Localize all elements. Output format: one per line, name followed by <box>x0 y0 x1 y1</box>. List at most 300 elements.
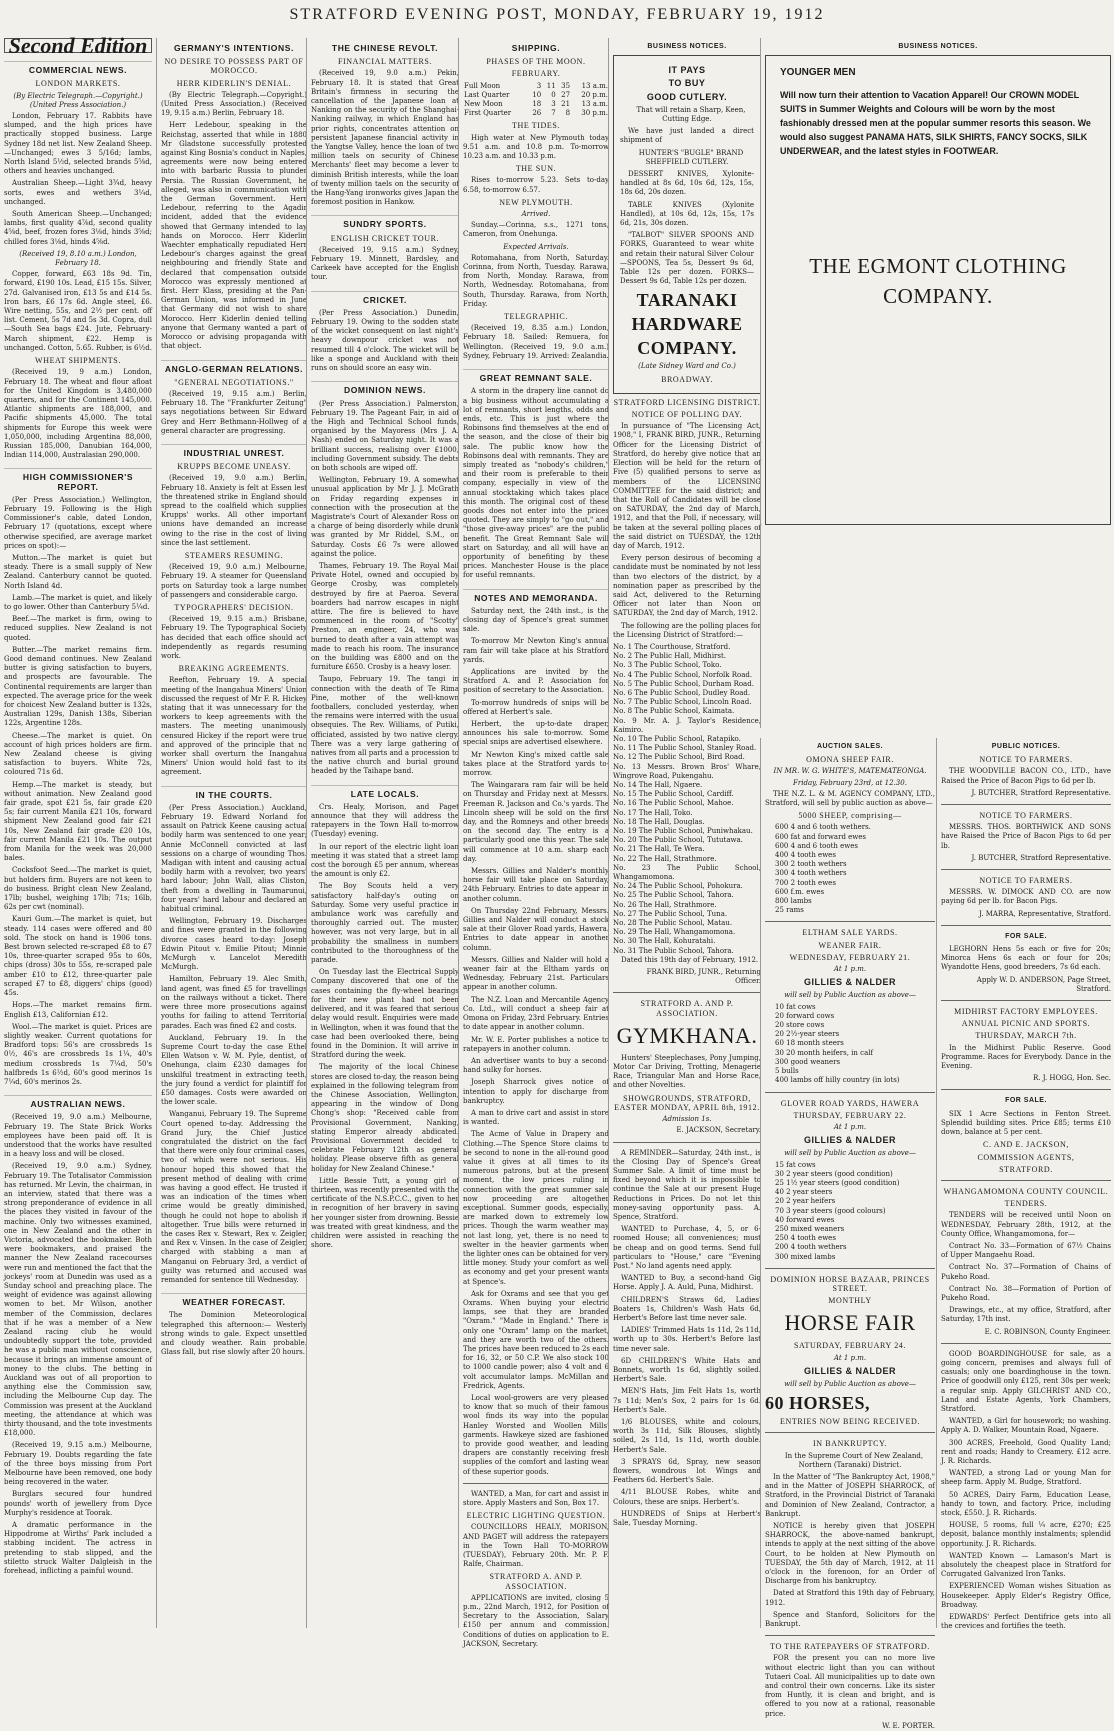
list-item: 200 4 tooth wethers <box>775 1243 847 1252</box>
ad-text: That will retain a Sharp, Keen, Cutting Edge. <box>636 105 746 124</box>
divider <box>463 1483 609 1484</box>
list-item: No. 18 The Hall, Douglas. <box>613 817 705 826</box>
moon-table <box>463 82 609 119</box>
signature: R. J. HOGG, Hon. Sec. <box>1032 1074 1111 1083</box>
new-plymouth-subheading: NEW PLYMOUTH. <box>499 197 573 207</box>
bazaar-heading: DOMINION HORSE BAZAAR, PRINCES STREET. <box>770 1274 930 1293</box>
list-item: 25 rams <box>775 906 804 915</box>
list-item: No. 25 The Public School, Tahora. <box>613 891 734 900</box>
article-text: Thames, February 19. The Royal Mail Private Hotel, owned and occupied by George Crosby, was completely destroyed by fire at Paeroa. Several boarders had narrow escapes in night attire. The fire is believed to have commenced in the room of "Scotty" Preston, an engineer, 24, who was burned to death after a vain attempt was made to reach his room. The insurance on the building was £800 and on the furniture £650. Crosby is a heavy loser. <box>311 561 459 672</box>
classified-ad: EXPERIENCED Woman wishes Situation as Housekeeper. Apply Elder's Registry Office, Broadway. <box>941 1582 1111 1609</box>
list-item: 600 fat and forward ewes <box>775 832 867 841</box>
article-text: The Acme of Value in Drapery and Clothing.—The Spence Store claims to be second to none in the all-round good value it gives at all times to its numerous patrons, but at the present moment, the low prices ruling in connection with the great summer sale now proceeding are altogether exceptional. Summer goods, especially, are marked down to extremely low prices. Though the warm weather may not last long, yet, there is no need to swelter in the heavier garments when the lighter ones can be obtained for very little money. Study your comfort as well as economy and get your present wants at Spence's. <box>463 1130 609 1286</box>
ad-text: TENDERS will be received until Noon on WEDNESDAY, February 28th, 1912, at the County Office, Whangamomona, for— <box>941 1211 1111 1238</box>
list-item: 300 mixed lambs <box>775 1252 836 1261</box>
column-5 <box>608 38 761 1628</box>
divider <box>765 1092 935 1093</box>
masthead: STRATFORD EVENING POST, MONDAY, FEBRUARY 19, 1912 <box>289 6 825 23</box>
ad-text: Contract No. 33—Formation of 67½ Chains of Upper Mangaehu Road. <box>941 1241 1111 1260</box>
list-item: 25 1½ year steers (good condition) <box>775 1178 900 1187</box>
list-item: No. 4 The Public School, Norfolk Road. <box>613 670 753 679</box>
signature: J. BUTCHER, Stratford Representative. <box>971 788 1111 797</box>
list-item: No. 16 The Public School, Mahoe. <box>613 799 734 808</box>
ad-spacer <box>780 314 1096 514</box>
cutlery-ad-title: IT PAYS <box>668 65 706 76</box>
list-item: 30 2 year steers (good condition) <box>775 1169 893 1178</box>
article-text: Burglars secured four hundred pounds' worth of jewellery from Dyce Murphy's residence at Toorak. <box>4 1490 152 1517</box>
classified-ad: MEN'S Hats, Jim Felt Hats 1s, worth 7s 11d; Men's Sox, 2 pairs for 1s 6d. Herbert's Sale. <box>613 1387 761 1414</box>
polling-subheading: NOTICE OF POLLING DAY. <box>631 410 743 420</box>
glover-heading: GLOVER ROAD YARDS, HAWERA <box>780 1098 920 1108</box>
list-item: No. 11 The Public School, Stanley Road. <box>613 744 757 753</box>
article-text: Hamilton, February 19. Alec Smith, land agent, was fined £5 for travellings on the railways without a ticket. There were three more prosecutions against youths for failing to attend Territorial parades. Each was fined £2 and costs. <box>161 975 307 1030</box>
article-text: (Received 19, 9 a.m.) London, February 18. The wheat and flour afloat for the United Kingdom is 3,480,000 quarters, and for the Continent 145,000. Atlantic shipments are 188,000, and Pacific shipments 45,000. The total shipments for Europe this week were 1,050,000, including Argentina 88,000, Russian 185,000, Danubian 164,000, Indian 114,000, Australasian 290,000. <box>4 368 152 460</box>
columns <box>4 33 1111 1730</box>
divider <box>613 1142 761 1143</box>
divider <box>941 1000 1111 1001</box>
article-text: (Per Press Association.) Auckland, February 19. Edward Norland for assault on Patrick Keene causing actual bodily harm was sentenced to one year; Annie McConnell convicted at last sessions on a charge of wounding Thos. Madigan with intent and causing actual bodily harm with a revolver, two years' hard labour; John Wall, alias Cliston, theft from a dwelling in Taumarunui, four years' hard labour and declared an habitual criminal. <box>161 803 307 914</box>
list-item: No. 29 The Hall, Whangamomona. <box>613 928 736 937</box>
article-text: (Received 19, 8.35 a.m.) London, February 18. Sailed: Remuera, for Wellington. (Received 19, 9.0 a.m.) Sydney, February 19. Arrived: Zealandia. <box>463 324 609 360</box>
ad-text: We have just landed a direct shipment of <box>620 127 754 145</box>
list-item: No. 26 The Hall, Strathmore. <box>613 900 717 909</box>
column-4 <box>458 38 609 1648</box>
edition-title: Second Edition <box>4 38 152 53</box>
article-text: To-morrow Mr Newton King's annual ram fair will take place at his Stratford yards. <box>463 637 609 664</box>
article-text: FOR the present you can no more live without electric light than you can without Tutaeri Coal. All municipalities up to date own and control their own concerns. Like its sister from Huntly, it is clean and bright, and is offered to you now at a rational, reasonable price. <box>765 1654 935 1718</box>
classified-ad: WANTED, a Man, for cart and assist in store. Apply Masters and Son, Box 17. <box>463 1489 609 1508</box>
weaner-heading: WEANER FAIR. <box>818 940 882 950</box>
article-text: (Per Press Association.) Wellington, February 19. Following is the High Commissioner's cable, dated London, February 17 (quotations, except where otherwise specified, are average market prices on spot):— <box>4 495 152 550</box>
article-text: Mr. W. E. Porter publishes a notice to ratepayers in another column. <box>463 1035 609 1053</box>
article-text: Messrs. Gillies and Nalder's monthly horse fair will take place on Saturday, 24th February. Entries to date appear in another column. <box>463 867 609 903</box>
ad-text: Contract No. 37—Formation of Chains of Pukeho Road. <box>941 1263 1111 1281</box>
egmont-title: THE EGMONT CLOTHING <box>809 254 1067 279</box>
notes-heading: NOTES AND MEMORANDA. <box>463 589 609 603</box>
list-item: 20 forward cows <box>775 1011 835 1020</box>
australian-news-heading: AUSTRALIAN NEWS. <box>4 1095 152 1109</box>
breaking-subheading: BREAKING AGREEMENTS. <box>178 664 290 674</box>
ad-text: THE WOODVILLE BACON CO., LTD., have Raised the Price of Bacon Pigs to 6d per lb. <box>941 767 1111 785</box>
sheep-list <box>765 823 935 915</box>
remnant-heading: GREAT REMNANT SALE. <box>463 369 609 383</box>
list-item: No. 21 The Hall, Te Wera. <box>613 845 705 854</box>
article-text: Dated this 19th day of February, 1912. <box>621 955 759 964</box>
list-item: No. 2 The Public Hall, Midhirst. <box>613 652 727 661</box>
bankruptcy-heading: IN BANKRUPTCY. <box>812 1439 888 1449</box>
classified-ad: WANTED Known — Lamason's Mart is absolutely the cheapest place in Stratford for Corrugated Galvanized Iron Tanks. <box>941 1551 1111 1579</box>
ad-text: In the Midhirst Public Reserve. Good Programme. Races for Everybody. Dance in the Evening. <box>941 1043 1111 1071</box>
commercial-news-heading: COMMERCIAL NEWS. <box>4 61 152 75</box>
younger-men-text: Will now turn their attention to Vacation Apparel! Our CROWN MODEL SUITS in Summer Weights and Colours will be worn by the most fashionably dressed men at the popular summer resorts this season. We would also suggest PANAMA HATS, SILK SHIRTS, FANCY SOCKS, SILK UNDERWEAR, and the latest styles in FOOTWEAR. <box>780 90 1091 157</box>
farmers-heading: NOTICE TO FARMERS. <box>979 876 1073 886</box>
article-text: Herbert, the up-to-date draper, announces his sale to-morrow. Some special snips are advertised elsewhere. <box>463 720 609 747</box>
egmont-ad <box>765 55 1111 525</box>
classified-ad: 50 ACRES, Dairy Farm, Education Lease, handy to town, and factory. Price, including stock, £550. J. R. Richards. <box>941 1490 1111 1517</box>
classified-ad: HOUSE, 5 rooms, full ¼ acre, £270; £25 deposit, balance monthly instalments; splendid opportunity. J. R. Richards. <box>941 1521 1111 1548</box>
signature: J. MARRA, Representative, Stratford. <box>979 909 1111 918</box>
list-item: 800 lambs <box>775 897 812 906</box>
ad-text: MESSRS. W. DIMOCK AND CO. are now paying 6d per lb. for Bacon Pigs. <box>941 888 1111 906</box>
ad-spacer <box>780 158 1096 248</box>
signature: Apply W. D. ANDERSON, Page Street, Stratford. <box>976 975 1111 993</box>
article-text: Rises to-morrow 5.23. Sets to-day 6.58, to-morrow 6.57. <box>463 176 609 194</box>
article-text: The majority of the local Chinese stores are closed to-day, the reason being explained in the following telegram from the Chinese Association, Wellington, appearing in the window of Dong Chong's shop: "Received cable from Provisional Government, Nanking, stating Emperor already abdicated. Provisional Government decided to celebrate February 12th as general holiday. Please observe fifth as general holiday for New Zealand Chinese." <box>311 1063 459 1173</box>
article-text: On Thursday 22nd February, Messrs. Gillies and Nalder will conduct a stock sale at their Glover Road yards, Hawera. Entries to date appear in another column. <box>463 906 609 952</box>
article-text: On Tuesday last the Electrical Supply Company discovered that one of the cases containing the fly-wheel bearings for their new plant had not been delivered, and it was feared that serious delay would result. Enquiries were made in Wellington, when it was found that the case had been overlooked there, being found in the Dominion. It will arrive in Stratford during the week. <box>311 968 459 1060</box>
table-row: First Quarter 26 7 8 30 p.m. <box>464 109 608 118</box>
ad-text: THE N.Z. L. & M. AGENCY COMPANY, LTD., Stratford, will sell by public auction as above— <box>765 789 935 808</box>
list-item: No. 12 The Public School, Bird Road. <box>613 753 745 762</box>
telegraphic-subheading: TELEGRAPHIC. <box>504 312 568 322</box>
glover-date: THURSDAY, FEBRUARY 22. <box>793 1110 907 1120</box>
article-text: A storm in the drapery line cannot do a big business without accumulating a lot of remnants, short lengths, odds and ends, etc. This is just where the Robinsons find themselves at the end of the season, and the close of their big sale. The public know how the Robinsons deal with remnants. They are simply treated as "nobody's children," and their room is preferable to their company, especially in view of the annual stocktaking which takes place this month. The original cost of these goods does not enter into the prices quoted. They are simply to "go out," and "those give-away prices" are the public benefit. The Great Remnant Sale will start on Saturday, and all will have an opportunity of benefiting by these prices. Manchester House is the place for useful remnants. <box>463 387 609 580</box>
table-row: New Moon 18 3 21 13 a.m. <box>464 100 608 109</box>
article-text: Auckland, February 19. In the Supreme Court to-day the case Ethel Ellen Watson v. W. M. Pyle, dentist, of Onehunga, claim £230 damages for unskilful treatment in extracting teeth, the jury found a verdict for plaintiff for £50 damages. Costs were awarded on the lower scale. <box>161 1033 307 1107</box>
article-text: Every person desirous of becoming a candidate must be nominated by not less than two electors of the district, by a nomination paper as prescribed by the said Act, delivered to the Returning Officer not later than Noon on SATURDAY, the 2nd day of March, 1912. <box>613 554 761 618</box>
gillies-nalder: GILLIES & NALDER <box>803 1135 896 1146</box>
omona-location: IN MR. W. G. WHITE'S, MATEMATEONGA. <box>773 767 927 776</box>
article-text: A man to drive cart and assist in store is wanted. <box>463 1108 609 1127</box>
divider <box>941 804 1111 805</box>
classified-ad: 1/6 BLOUSES, white and colours, worth 3s 11d, Silk Blouses, slightly soiled, 2s 11d, 1s 11d, worth double. Herbert's Sale. <box>613 1417 761 1454</box>
cricket-tour-subheading: ENGLISH CRICKET TOUR. <box>330 233 440 243</box>
signature: E. JACKSON, Secretary. <box>676 1126 761 1135</box>
list-item: 20 2 year heifers <box>775 1197 836 1206</box>
article-text: (Received 19, 9.0 a.m.) Pekin, February 18. It is stated that Great Britain's firmness in securing the cancellation of the Japanese loan at Nanking on the security of the Shanghai-Nanking railway, in which England has prior rights, concentrates attention on persistent Japanese financial activity in the Yangtse Valley, hence the loan of two million taels on security of Chinese Merchants' fleet may become a lever to diminish British interests, while the loan of twenty million taels on the security of the Hang-Yang ironworks gives Japan the foremost position in Hankow. <box>311 69 459 207</box>
list-item: 10 fat cows <box>775 1002 816 1011</box>
ad-text: "TALBOT" SILVER SPOONS AND FORKS, Guaranteed to wear white and retain their natural Silver Colour—SPOONS, Tea 5s, Dessert 9s 6d, Table 12s per dozen. FORKS—Dessert 9s 6d, Table 12s per dozen. <box>620 231 754 286</box>
article-text: Lamb.—The market is quiet, and likely to go lower. Other than Canterbury 5¼d. <box>4 593 152 611</box>
list-item: 600 4 and 6 tooth wethers. <box>775 823 871 832</box>
list-item: No. 3 The Public School, Toko. <box>613 661 722 670</box>
sun-subheading: THE SUN. <box>515 164 557 174</box>
article-text: Copper, forward, £63 18s 9d. Tin, forward, £190 10s. Lead, £15 15s. Silver, 27d. Galvanised iron, £13 5s and £14 5s. Iron bars, £6 17s 6d. Angle steel, £6. Wire netting, 55s, and 2½ per cent. off list. Cement, 5s 7d and 5s 3d. Copra, dull—South Sea bags £24. Jute, February-March shipment, £22. Hemp is unchanged. Cotton, 5.65. Rubber, is 6½d. <box>4 270 152 352</box>
article-text: Ask for Oxrams and see that you get Oxrams. When buying your electric lamps, see that they are branded "Oxram." "Made in England." There is only one "Oxram" lamp on the market, and they are worth two of the others. The prices have been reduced to 2s each for 16, 32, or 50 C.P. We also stock 100 to 1000 candle power; also 4 volt and 6 volt accumulator lamps. McMillan and Fredrick, Agents. <box>463 1289 609 1390</box>
list-item: 60 18 month steers <box>775 1039 844 1048</box>
sundry-heading: SUNDRY SPORTS. <box>311 215 459 229</box>
signature: Spence and Stanford, Solicitors for the Bankrupt. <box>765 1610 935 1629</box>
article-text: Dated at Stratford this 19th day of February, 1912. <box>765 1589 935 1607</box>
article-text: (Received 19, 9.15 a.m.) Sydney, February 19. Minnett, Bardsley, and Carkeek have accepted for the English tour. <box>311 245 459 282</box>
article-text: Wellington, February 19. A somewhat unusual application by Mr J. J. McGrath on Friday regarding expenses in connection with the prosecution at the Magistrate's Court of Alexander Ross on a charge of being disorderly while drunk was granted by Mr Riddel, S.M., on Saturday. Costs £6 7s were allowed against the police. <box>311 476 459 558</box>
list-item: No. 14 The Hall, Ngaere. <box>613 781 703 789</box>
divider <box>941 869 1111 870</box>
classified-ad: 3 SPRAYS 6d, Spray, new season flowers, wondrous lot Wings and Feathers 6d. Herbert's Sale. <box>613 1457 761 1485</box>
signature: J. BUTCHER, Stratford Representative. <box>971 853 1111 862</box>
ad-text: Hunters' Steeplechases, Pony Jumping, Motor Car Driving, Trotting, Menagerie Race, Triangular Man and Horse Race, and other Novelties. <box>613 1053 761 1090</box>
gillies-nalder: GILLIES & NALDER <box>803 977 896 988</box>
steamers-subheading: STEAMERS RESUMING. <box>184 550 284 560</box>
picnic-heading: ANNUAL PICNIC AND SPORTS. <box>961 1019 1091 1029</box>
farmers-heading: NOTICE TO FARMERS. <box>979 811 1073 821</box>
list-item: No. 9 Mr. A. J. Taylor's Residence, Kaimiro. <box>613 716 761 734</box>
article-text: The Dominion Meteorological telegraphed this afternoon:— Westerly strong winds to gale. Expect unsettled and cloudy weather. Rain probable. Glass fall, but rise slowly after 20 hours. <box>161 1311 307 1357</box>
taranaki-address: BROADWAY. <box>661 374 713 384</box>
classified-ad: HUNDREDS of Snips at Herbert's Sale, Tuesday Morning. <box>613 1509 761 1528</box>
omona-heading: OMONA SHEEP FAIR. <box>806 755 894 765</box>
cattle-list <box>765 1003 935 1086</box>
article-text: (Received 19, 9.15 a.m.) Berlin, February 18. The "Frankfurter Zeitung" says negotiations between Sir Edward Grey and Herr Bethmann-Hollweg of a general character are progressing. <box>161 389 307 435</box>
weaner-time: At 1 p.m. <box>833 965 867 974</box>
cattle-list <box>765 1161 935 1262</box>
article-text: The following are the polling places for the Licensing District of Stratford:— <box>613 621 761 639</box>
classified-ad: LADIES' Trimmed Hats 1s 11d, 2s 11d, worth up to 30s. Herbert's Before last time never sale. <box>613 1326 761 1353</box>
gymkhana-title: GYMKHANA. <box>616 1022 758 1048</box>
article-text: Hemp.—The market is steady, but without animation. New Zealand good fair grade, spot £21 5s, fair grade £20 5s; fair current Manila £21 10s, forward shipment New Zealand good fair £21 10s, New Zealand fair grade £20 10s, fair current Manila £21 10s. The output from Manila for the week was 20,000 bales. <box>4 780 152 863</box>
list-item: No. 10 The Public School, Ratapiko. <box>613 734 741 743</box>
signature: W. E. PORTER. <box>882 1721 935 1730</box>
article-text: South American Sheep.—Unchanged; lambs, first quality 4⅞d, second quality 4⅝d, beef, frozen fores 3⅛d, hinds 3⅝d; chilled fores 3⅛d, hinds 4⅝d. <box>4 210 152 246</box>
article-text: Little Bessie Tutt, a young girl of thirteen, was recently presented with the certificate of the N.S.P.C.C., given to her in recognition of her bravery in saving her younger sister from drowning. Bessie was treated with great kindness, and the children were assisted in reaching the shore. <box>311 1176 459 1250</box>
article-text: In the Supreme Court of New Zealand, Northern (Taranaki) District. <box>784 1451 924 1469</box>
list-item: No. 31 The Public School, Tahora. <box>613 946 734 955</box>
dominion-heading: DOMINION NEWS. <box>311 381 459 395</box>
classified-ad: 4/11 BLOUSE Robes, white and Colours, these are snips. Herbert's. <box>613 1488 761 1506</box>
licensing-heading: STRATFORD LICENSING DISTRICT. <box>613 397 761 407</box>
ad-text: TABLE KNIVES (Xylonite Handled), at 10s 6d, 12s, 15s, 17s 6d, 21s, 30s dozen. <box>620 200 754 228</box>
column-2 <box>156 38 307 1628</box>
arrived-label: Arrived. <box>521 210 551 219</box>
gillies-nalder: GILLIES & NALDER <box>803 1365 896 1376</box>
late-locals-heading: LATE LOCALS. <box>311 785 459 799</box>
article-text: Crs. Healy, Morison, and Paget announce that they will address the ratepayers in the Town Hall to-morrow (Tuesday) evening. <box>311 802 459 839</box>
typographers-subheading: TYPOGRAPHERS' DECISION. <box>174 602 294 612</box>
list-item: 40 2 year steers <box>775 1188 833 1197</box>
article-text: Butter.—The market remains firm. Good demand continues. New Zealand butter is giving satisfaction to buyers, and prospects are favourable. The Continental requirements are larger than expected. The average price for the week for choicest New Zealand butter is 132s, Australian 129s, Danish 138s, Siberian 122s, Argentine 128s. <box>4 645 152 728</box>
divider <box>941 1343 1111 1344</box>
london-markets-subheading: LONDON MARKETS. <box>35 79 121 89</box>
list-item: 400 4 tooth ewes <box>775 851 836 860</box>
classified-ad: WANTED, a strong Lad or young Man for sheep farm. Apply M. Budge, Stratford. <box>941 1469 1111 1487</box>
list-item: No. 20 The Public School, Tututawa. <box>613 836 743 845</box>
article-text: In the Matter of "The Bankruptcy Act, 1908," and in the Matter of JOSEPH SHARROCK, of Stratford, in the Provincial District of Taranaki and Dominion of New Zealand, Contractor, a Bankrupt. <box>765 1472 935 1518</box>
classified-ad: WANTED to Buy, a second-hand Gig Horse. Apply J. A. Auld, Puna, Midhirst. <box>613 1274 761 1292</box>
industrial-heading: INDUSTRIAL UNREST. <box>161 444 307 458</box>
list-item: 400 lambs off hilly country (in lots) <box>775 1076 900 1085</box>
list-item: 15 fat cows <box>775 1160 816 1169</box>
list-item: No. 19 The Public School, Puniwhakau. <box>613 827 753 836</box>
list-item: 600 f.m. ewes <box>775 887 825 896</box>
list-item: 300 good weaners <box>775 1057 841 1066</box>
gillies-sub: will sell by Public Auction as above— <box>784 1379 916 1388</box>
public-notices-heading: PUBLIC NOTICES. <box>991 743 1061 750</box>
classified-ad: CHILDREN'S Straws 6d, Ladies' Boaters 1s, Children's Wash Hats 6d, Herbert's Before last time never sale. <box>613 1295 761 1322</box>
article-text: Wellington, February 19. Discharges and fines were granted in the following divorce cases heard to-day: Joseph Edwin Pitout v. Emilie Pitout; Minnie McMurgh v. Lancelot Meredith McMurgh. <box>161 917 307 972</box>
list-item: No. 28 The Public School, Matau. <box>613 919 733 928</box>
article-text: Cheese.—The market is quiet. On account of high prices holders are firm. New Zealand cheese is giving satisfaction to buyers. White 72s, coloured 71s 6d. <box>4 731 152 777</box>
jackson-place: STRATFORD. <box>999 1164 1053 1174</box>
signature: FRANK BIRD, JUNR., Returning Officer. <box>646 968 761 986</box>
article-text: Local wool-growers are very pleased to know that so much of their famous wool finds its way into the popular Hanley Worsted and Woollen Mills' garments. Hawkeye sized are fashioned to provide good weather, and leading drapers are constantly receiving fresh supplies of the comfort and lasting wear of these superior goods. <box>463 1394 609 1476</box>
table-row: Full Moon 3 11 35 13 a.m. <box>464 81 608 90</box>
article-text: (Received 19, 9.15 a.m.) Brisbane, February 19. The Typographical Society has decided that each office should act independently as regards resuming work. <box>161 615 307 660</box>
egmont-title-2: COMPANY. <box>883 284 993 309</box>
glover-time: At 1 p.m. <box>833 1122 867 1131</box>
ad-text: HUNTER'S "BUGLE" BRAND SHEFFIELD CUTLERY. <box>638 148 744 166</box>
article-text: Rotomahana, from North, Saturday. Corinna, from North, Tuesday. Rarawa, from North, Monday. Rarawa, from North, Wednesday. Rotomahana, from South, Thursday. Rarawa, from North, Friday. <box>463 253 609 308</box>
ad-text: MESSRS. THOS. BORTHWICK AND SONS have Raised the Price of Bacon Pigs to 6d per lb. <box>941 823 1111 850</box>
eltham-heading: ELTHAM SALE YARDS. <box>802 928 898 938</box>
farmers-heading: NOTICE TO FARMERS. <box>979 755 1073 765</box>
list-item: 300 4 tooth wethers <box>775 869 847 878</box>
gymkhana-assoc: STRATFORD A. AND P. ASSOCIATION. <box>640 999 734 1018</box>
article-text: Australian Sheep.—Light 3¾d, heavy sorts, ewes and wethers 3¼d, unchanged. <box>4 179 152 206</box>
article-text: (Received 19, 9.0 a.m.) Melbourne, February 19. The State Brick Works employees have been paid off. It is understood that the works have resulted in a heavy loss and will be closed. <box>4 1113 152 1159</box>
high-commissioner-heading: HIGH COMMISSIONER'S REPORT. <box>4 468 152 491</box>
article-text: The Waingarara ram fair will be held on Thursday and Friday next at Messrs. Freeman R. Jackson and Co.'s yards. The Lincoln sheep will be sold on the first day, and the Romneys and other breeds on the second day. The entry is a particularly good one this year. The sale will commence at 10 a.m. sharp each day. <box>463 781 609 863</box>
article-text: Beef.—The market is firm, owing to reduced supplies. New Zealand is not quoted. <box>4 615 152 642</box>
classified-ad: GOOD BOARDINGHOUSE for sale, as a going concern, premises and always full of casuals; only one boardinghouse in the town. Price of goodwill only £125, rent 30s per week; a regular snip. Apply GILCHRIST AND CO., Land and Estate Agents, York Chambers, Stratford. <box>941 1349 1111 1413</box>
germany-subheading: NO DESIRE TO POSSESS PART OF MOROCCO. <box>164 57 304 76</box>
article-text: NOTICE is hereby given that JOSEPH SHARROCK, the above-named bankrupt, intends to apply at the next sitting of the above Court, to be holden at New Plymouth on TUESDAY, the 5th day of March, 1912, at 11 o'clock in the forenoon, for an Order of Discharge from his bankruptcy. <box>765 1522 935 1586</box>
divider <box>941 1089 1111 1090</box>
article-text: Joseph Sharrock gives notice of intention to apply for discharge from bankruptcy. <box>463 1078 609 1105</box>
article-text: Reefton, February 19. A special meeting of the Inangahua Miners' Union discussed the request of Mr F. R. Hickey stating that it was unnecessary for the workers to keep agreements with the masters. The meeting unanimously censured Hickey if the report were true and approved of the principle that no worker shall overturn the Inangahua Miners' Union would hold fast to its agreement. <box>161 676 307 777</box>
expected-label: Expected Arrivals. <box>503 242 569 251</box>
polling-places-list <box>613 643 761 956</box>
ad-text: SIX 1 Acre Sections in Fenton Street. Splendid building sites. Price £85; terms £10 down, balance at 5 per cent. <box>941 1109 1111 1137</box>
divider <box>765 1432 935 1433</box>
list-item: 5 bulls <box>775 1067 799 1076</box>
classified-ad: 300 ACRES, Freehold, Good Quality Land; rent and roads; Handy to Creamery. £12 acre. J. R. Richards. <box>941 1438 1111 1465</box>
article-text: (Received 19, 9.0 a.m.) Melbourne, February 19. A steamer for Queensland ports on Saturday took a large number of passengers and considerable cargo. <box>161 563 307 599</box>
cutlery-ad-title-2: TO BUY <box>668 78 706 89</box>
divider <box>765 1268 935 1269</box>
article-text: Hops.—The market remains firm. English £13, Californian £12. <box>4 1001 152 1019</box>
article-text: APPLICATIONS are invited, closing 5 p.m., 22nd March, 1912, for Position of Secretary to the Association, Salary £150 per annum and commission. Conditions of duties on application to E. JACKSON, Secretary. <box>463 1593 609 1648</box>
classified-ad: EDWARDS' Perfect Dentifrice gets into all the crevices and fortifies the teeth. <box>941 1613 1111 1631</box>
business-notices-heading: BUSINESS NOTICES. <box>898 43 978 50</box>
anglo-subheading: "GENERAL NEGOTIATIONS." <box>174 377 294 387</box>
cricket-heading: CRICKET. <box>311 291 459 305</box>
whangamomona-heading: WHANGAMOMONA COUNTY COUNCIL. <box>943 1186 1109 1196</box>
horse-date: SATURDAY, FEBRUARY 24. <box>793 1341 907 1351</box>
jackson-title: COMMISSION AGENTS, <box>977 1152 1075 1162</box>
article-text: A dramatic performance in the Hippodrome at Wirths' Park included a stabbing incident. The actress in pretending to stab slipped, and the stiletto struck Walter Dalgleish in the forehead, inflicting a painful wound. <box>4 1521 152 1576</box>
table-row: Last Quarter 10 0 27 20 p.m. <box>464 90 608 99</box>
list-item: No. 1 The Courthouse, Stratford. <box>613 642 731 651</box>
article-text: High water at New Plymouth today 9.51 a.m. and 10.8 p.m. To-morrow 10.23 a.m. and 10.33 p.m. <box>463 133 609 161</box>
article-text: Messrs. Gillies and Nalder will hold a weaner fair at the Eltham yards on Wednesday, February 21st. Particulars appear in another column. <box>463 955 609 992</box>
ap-assoc-subheading: STRATFORD A. AND P. ASSOCIATION. <box>489 1572 583 1591</box>
ad-text: DESSERT KNIVES, Xylonite-handled at 8s 6d, 10s 6d, 12s, 15s, 18s 6d, 20s dozen. <box>620 170 754 197</box>
omona-date: Friday, February 23rd, at 12.30. <box>793 778 907 787</box>
tenders-heading: TENDERS. <box>1004 1199 1048 1209</box>
jackson-name: C. AND E. JACKSON, <box>983 1140 1069 1150</box>
wheat-subheading: WHEAT SHIPMENTS. <box>35 356 121 366</box>
list-item: 300 2 tooth wethers <box>775 860 847 869</box>
list-item: 250 4 tooth ewes <box>775 1234 836 1243</box>
business-notices-heading: BUSINESS NOTICES. <box>647 43 727 50</box>
article-text: Wanganui, February 19. The Supreme Court opened to-day. Addressing the Grand Jury, the Chief Justice congratulated the district on the fact that there were only four criminal cases, two of which were not serious. His honour hoped this showed that the present method of dealing with crime was having a good effect. He trusted it was an indication of the times when crime would be greatly diminished, though he could not hope to abolish it altogether. True bills were returned in the cases Rex v. Stewart, Rex v. Zeigler, and Rex v. Vinsen. In the case of Zeigler, charged with stabbing a man at Manganui on February 3rd, a verdict of guilty was returned and accused was remanded for sentence till Wednesday. <box>161 1110 307 1284</box>
divider <box>765 921 935 922</box>
gymkhana-admission: Admission 1s. <box>662 1115 712 1124</box>
kiderlin-subheading: HERR KIDERLIN'S DENIAL. <box>176 78 292 88</box>
midhirst-heading: MIDHIRST FACTORY EMPLOYEES. <box>954 1007 1098 1017</box>
electric-subheading: ELECTRIC LIGHTING QUESTION. <box>466 1511 606 1521</box>
ad-text: Contract No. 38—Formation of Portion of Pukeho Road. <box>941 1284 1111 1302</box>
entries-label: ENTRIES NOW BEING RECEIVED. <box>779 1417 921 1427</box>
byline: (By Electric Telegraph.—Copyright.) (United Press Association.) <box>13 91 143 109</box>
younger-men-title: YOUNGER MEN <box>780 67 856 79</box>
divider <box>613 992 761 993</box>
article-text: Mutton.—The market is quiet but steady. There is a small supply of New Zealand. Canterbury cannot be quoted. North Island 4d. <box>4 553 152 590</box>
auction-heading: AUCTION SALES. <box>816 743 884 750</box>
list-item: No. 13 Messrs. Brown Bros' Whare, Wingrove Road, Pukengahu. <box>613 762 761 780</box>
article-text: COUNCILLORS HEALY, MORISON, AND PAGET will address the ratepayers in the Town Hall TO-MORROW (TUESDAY), February 20th. Mr. P. F. Ralfe, Chairman. <box>463 1523 609 1569</box>
article-text: London, February 17. Rabbits have slumped, and the high prices have practically stopped business. Large Sydney 18d net list. New Zealand Sheep.—Unchanged; ewes 3 5/16d; lambs, North Island 5½d, selected brands 5⅝d, others and heavies unchanged. <box>4 112 152 176</box>
column-public-notices <box>936 738 1111 1631</box>
list-item: 20 2½-year steers <box>775 1030 840 1039</box>
article-text: (Received 19, 9.0 a.m.) Berlin, February 18. Anxiety is felt at Essen lest the threatened strike in England should spread to the coalfield which supplies Krupps' works. All other important unions have demanded an increase owing to the rise in the cost of living since the last settlement. <box>161 474 307 547</box>
chinese-subheading: FINANCIAL MATTERS. <box>337 57 433 67</box>
article-text: (By Electric Telegraph.—Copyright.) (United Press Association.) (Received 19, 9.15 a.m.) Berlin, February 18. <box>161 90 307 118</box>
list-item: No. 23 The Public School, Whangamomona. <box>613 863 761 882</box>
horses-count: 60 HORSES, <box>765 1393 871 1414</box>
list-item: No. 5 The Public School, Durham Road. <box>613 679 754 688</box>
column-6 <box>760 38 1111 728</box>
list-item: No. 7 The Public School, Lincoln Road. <box>613 698 752 707</box>
article-text: Mr Newton King's mixed cattle sale takes place at the Stratford yards to-morrow. <box>463 750 609 778</box>
column-3 <box>306 38 459 1628</box>
taranaki-title: TARANAKI <box>636 290 738 311</box>
article-text: Herr Ledebour, speaking in the Reichstag, asserted that while in 1880 Mr Gladstone successfully protested against King Bosnia's conduct in Naples, agreements were now being entered into with barbaric Russia to plunder Persia. The Russian Government, he alleged, was also in communication with the German Government. Herr Ledebour, referring to the Agadir incident, added that the evidence showed that Germany intended to lay hands on Morocco. Herr Kiderlin Waechter emphatically repudiated Herr Ledebour's charges against the great neighbouring and friendly State and declared that compensation outside Morocco was expressly mentioned at first. Herr Klass, presiding at the Pan-German Union, was informed in June that Germany did not wish to share Morocco. Herr Kiderlin denied telling anyone that Germany wanted a part of Morocco or advising propaganda with that object. <box>161 121 307 351</box>
article-text: Taupo, February 19. The tangi in connection with the death of Te Rima Pine, mother of the well-known footballers, concluded yesterday, when the remains were interred with the usual obsequies. The Rev. Williams, of Putiki, officiated, assisted by two native clergy. There was a very large gathering of natives from all parts and a procession to the native church and burial ground headed by the Taihape band. <box>311 675 459 776</box>
list-item: No. 27 The Public School, Tuna. <box>613 909 728 918</box>
chinese-heading: THE CHINESE REVOLT. <box>331 43 439 53</box>
monthly-label: MONTHLY <box>828 1296 872 1306</box>
article-text: An advertiser wants to buy a second-hand sulky for horses. <box>463 1056 609 1075</box>
list-item: No. 6 The Public School, Dudley Road. <box>613 688 751 697</box>
list-item: 70 3 year steers (good colours) <box>775 1206 886 1215</box>
article-text: The Boy Scouts held a very satisfactory half-day's outing on Saturday. Some very useful practice in ambulance work was carefully and thoroughly carried out. The muster, however, was not very large, but in all probability the smallness in numbers contributed to the thoroughness of the parade. <box>311 882 459 965</box>
taranaki-title-3: COMPANY. <box>637 338 737 359</box>
horse-time: At 1 p.m. <box>833 1353 867 1362</box>
shipping-heading: SHIPPING. <box>511 43 561 53</box>
classified-ad: WANTED, a Girl for housework; no washing. Apply A. D. Walker, Mountain Road, Ngaere. <box>941 1417 1111 1435</box>
article-text: Kauri Gum.—The market is quiet, but steady. 114 cases were offered and 80 sold. The stock on hand is 1906 tons. Best brown selected re-scraped £8 to £7 10s, three-quarter scraped 95s to 60s, chips (dross) 30s to 55s, re-scraped pale amber £10 to £12, three-quarter pale scraped £7 to £8, diggers' chips (good) 45s. <box>4 915 152 998</box>
cutlery-ad <box>613 55 761 394</box>
article-text: Saturday next, the 24th inst., is the closing day of Spence's great summer sale. <box>463 606 609 634</box>
taranaki-late: (Late Sidney Ward and Co.) <box>638 362 736 371</box>
list-item: 600 4 and 6 tooth ewes <box>775 841 858 850</box>
article-text: (Per Press Association.) Palmerston, February 19. The Pageant Fair, in aid of the High and Technical School funds, organised by the Mayoress (Mrs J. A. Nash) ended on Saturday night. It was a brilliant success, realising over £1000, including Government subsidy. The debts on both schools are wiped off. <box>311 399 459 472</box>
ad-text: Drawings, etc., at my office, Stratford, after Saturday, 17th inst. <box>941 1306 1111 1324</box>
dateline: (Received 19, 8.10 a.m.) London, February 18. <box>19 249 137 268</box>
column-auction <box>760 738 935 1730</box>
article-text: Applications are invited by the Stratford A. and P. Association for position of secretary to the Association. <box>463 667 609 695</box>
list-item: No. 30 The Hall, Kohuratahi. <box>613 937 716 946</box>
krupps-subheading: KRUPPS BECOME UNEASY. <box>177 462 291 472</box>
list-item: 30 20 month heifers, in calf <box>775 1048 874 1057</box>
article-text: (Received 19, 9.0 a.m.) Sydney, February 19. The Totalisator Commission has returned. Mr Levin, the chairman, in an interview, stated that there was a strong preponderance of evidence in all the places they visited in favour of the machine. Only two witnesses examined, one in New Zealand and the other in Victoria, advocated the bookmaker. Both were bookmakers, and praised the manner the New Zealand racecourses were run and mentioned the fact that the jockeys' room at Dunedin was used as a Sunday school and preaching place. The weight of evidence was against allowing women to bet. Mr Wilson, another member of the Commission, declares that if he was a member of a New Zealand racing club he would undoubtedly support the tote, provided he was a public man without conscience, because it brings an immense amount of money to the clubs. The betting in Auckland was out of all proportion to anything else the Commission saw, including the Melbourne Cup day. The Commission was present at the Auckland meeting, the attendance at which was thirty thousand, and the tote investments £18,000. <box>4 1162 152 1438</box>
gillies-sub: will sell by Public Auction as above— <box>784 1149 916 1158</box>
divider <box>765 1635 935 1636</box>
for-sale-heading: FOR SALE. <box>1005 932 1047 940</box>
gymkhana-date: SHOWGROUNDS, STRATFORD, EASTER MONDAY, APRIL 8th, 1912. <box>614 1093 760 1112</box>
weaner-date: WEDNESDAY, FEBRUARY 21. <box>789 952 911 962</box>
divider <box>941 925 1111 926</box>
classified-ad: A REMINDER—Saturday, 24th inst., is the Closing Day of Spence's Great Summer Sale. A limit of time must be fixed beyond which it is impossible to continue the Sale at our present Huge Reductions in Prices. Do not let this money-saving opportunity pass. A. Spence, Stratford. <box>613 1148 761 1221</box>
classified-ad: 6D CHILDREN'S White Hats and Bonnets, worth 1s 6d, slightly soiled. Herbert's Sale. <box>613 1356 761 1384</box>
divider <box>941 1180 1111 1181</box>
classified-ad: WANTED to Purchase, 4, 5, or 6-roomed House; all conveniences; must be cheap and on good terms. Send full particulars to "House," care "Evening Post." No land agents need apply. <box>613 1225 761 1270</box>
anglo-german-heading: ANGLO-GERMAN RELATIONS. <box>161 360 307 374</box>
horse-fair-title: HORSE FAIR <box>784 1310 916 1336</box>
cutlery-ad-title-3: GOOD CUTLERY. <box>646 91 728 102</box>
taranaki-title-2: HARDWARE <box>631 314 743 335</box>
